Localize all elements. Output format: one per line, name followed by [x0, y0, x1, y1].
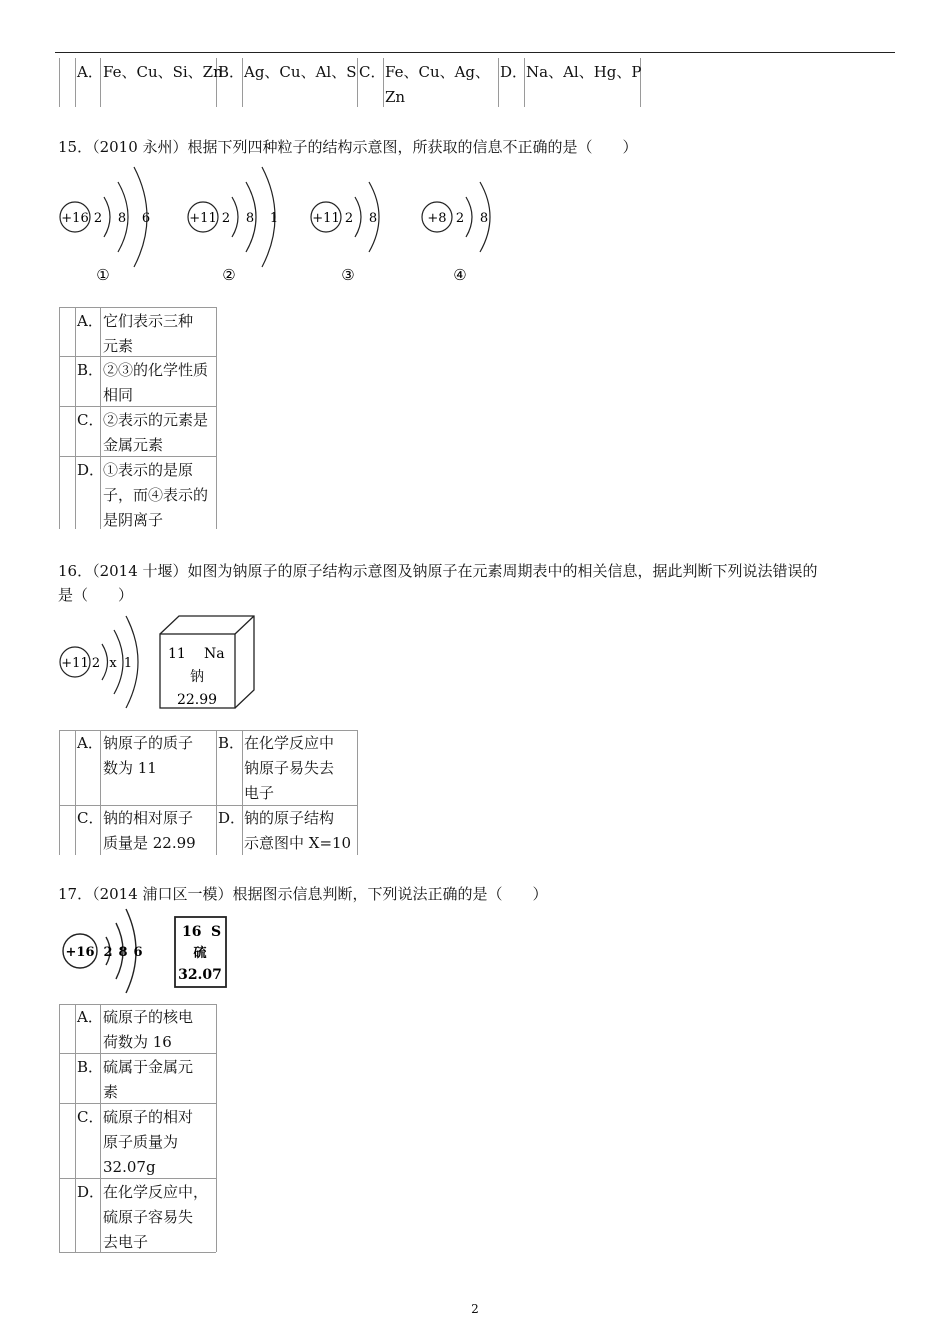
q14-option-c-text: Fe、Cu、Ag、 [385, 63, 491, 81]
q15-option-b-line2: 相同 [103, 386, 134, 404]
q15-option-d-letter[interactable]: D． [77, 461, 105, 479]
q17-option-c-line2: 原子质量为 [103, 1133, 179, 1151]
q16-atom-diagram [60, 616, 138, 708]
q14-option-c-text2: Zn [385, 88, 406, 106]
q14-option-d-text: Na、Al、Hg、P [526, 63, 642, 81]
q17-option-b-letter[interactable]: B． [77, 1058, 104, 1076]
q17-option-c-line1: 硫原子的相对 [103, 1108, 194, 1126]
q17-option-a-line2: 荷数为 16 [103, 1033, 172, 1051]
q15-structure-diagrams [50, 160, 510, 290]
q15-d4-shell-2: 8 [479, 211, 489, 226]
q16-option-d-letter[interactable]: D． [218, 809, 246, 827]
q16-stem-line1: 16．（2014 十堰）如图为钠原子的原子结构示意图及钠原子在元素周期表中的相关信息，据此判断下列说法错误的 [58, 562, 818, 580]
q17-option-a-letter[interactable]: A． [77, 1008, 103, 1026]
q17-atom-diagram [63, 909, 143, 993]
q16-shell-3: 1 [123, 656, 133, 671]
q17-figure [50, 905, 235, 995]
q15-option-d-line1: ①表示的是原 [103, 461, 194, 479]
q16-shell-1: 2 [91, 656, 101, 671]
q14-option-d-letter[interactable]: D． [500, 63, 528, 81]
q15-d3-shell-1: 2 [344, 211, 354, 226]
q16-option-c-line1: 钠的相对原子 [103, 809, 194, 827]
q17-option-d-letter[interactable]: D． [77, 1183, 105, 1201]
q16-figure [50, 610, 265, 715]
q17-option-d-line1: 在化学反应中， [103, 1183, 209, 1201]
q15-option-c-line1: ②表示的元素是 [103, 411, 209, 429]
page-number: 2 [471, 1302, 479, 1316]
q15-option-a-line2: 元素 [103, 337, 134, 355]
q15-option-d-line2: 子，而④表示的 [103, 486, 209, 504]
header-rule [55, 52, 895, 53]
q16-element-name: 钠 [190, 669, 204, 685]
q15-d2-shell-1: 2 [221, 211, 231, 226]
q17-atomic-mass: 32.07 [178, 967, 222, 983]
q15-d4-shell-1: 2 [455, 211, 465, 226]
q17-element-box [175, 917, 226, 987]
q15-option-a-line1: 它们表示三种 [103, 312, 194, 330]
q16-option-a-line1: 钠原子的质子 [103, 734, 194, 752]
q16-option-d-line1: 钠的原子结构 [244, 809, 335, 827]
q16-option-b-line2: 钠原子易失去 [244, 759, 335, 777]
q15-option-d-line3: 是阴离子 [103, 511, 164, 529]
q15-d1-label: ① [96, 266, 110, 284]
q16-option-c-letter[interactable]: C． [77, 809, 104, 827]
q17-nucleus: +16 [65, 945, 95, 960]
q17-shell-2: 8 [118, 945, 128, 960]
q14-option-a-letter[interactable]: A． [77, 63, 103, 81]
q14-option-a-text: Fe、Cu、Si、Zn [103, 63, 223, 81]
q17-option-a-line1: 硫原子的核电 [103, 1008, 194, 1026]
q17-option-b-line2: 素 [103, 1083, 119, 1101]
q15-option-c-line2: 金属元素 [103, 436, 164, 454]
q17-option-c-line3: 32.07g [103, 1158, 156, 1176]
q15-d2-shell-2: 8 [245, 211, 255, 226]
q15-d1-shell-3: 6 [141, 211, 151, 226]
q15-stem: 15．（2010 永州）根据下列四种粒子的结构示意图，所获取的信息不正确的是（ ） [58, 138, 638, 156]
q14-option-b-letter[interactable]: B． [218, 63, 245, 81]
q14-option-b-text: Ag、Cu、Al、S [244, 63, 357, 81]
q16-atomic-mass: 22.99 [176, 692, 218, 708]
q15-d1-shell-2: 8 [117, 211, 127, 226]
q15-option-b-line1: ②③的化学性质 [103, 361, 209, 379]
q17-atomic-number: 16 [182, 924, 202, 940]
q16-atomic-number: 11 [168, 646, 186, 662]
q17-element-name: 硫 [193, 946, 207, 961]
q15-option-b-letter[interactable]: B． [77, 361, 104, 379]
q16-nucleus: +11 [61, 656, 89, 671]
q14-option-c-letter[interactable]: C． [359, 63, 386, 81]
q17-stem: 17．（2014 浦口区一模）根据图示信息判断，下列说法正确的是（ ） [58, 885, 548, 903]
q16-option-c-line2: 质量是 22.99 [103, 834, 196, 852]
q16-shell-2: x [109, 656, 117, 671]
q17-option-b-line1: 硫属于金属元 [103, 1058, 194, 1076]
q16-element-cube [160, 616, 254, 708]
q15-diagram-2 [188, 167, 278, 284]
q16-stem-line2: 是（ ） [58, 586, 134, 604]
q15-d4-label: ④ [453, 266, 467, 284]
q17-option-c-letter[interactable]: C． [77, 1108, 104, 1126]
q16-option-b-line3: 电子 [244, 784, 275, 802]
q15-diagram-1 [60, 167, 150, 284]
q15-d4-nucleus: +8 [427, 211, 447, 226]
q16-option-b-line1: 在化学反应中 [244, 734, 335, 752]
q17-option-d-line2: 硫原子容易失 [103, 1208, 194, 1226]
q15-diagram-4 [422, 182, 490, 284]
q15-d1-nucleus: +16 [61, 211, 89, 226]
q15-option-c-letter[interactable]: C． [77, 411, 104, 429]
q16-symbol: Na [204, 646, 225, 662]
q17-shell-3: 6 [133, 945, 143, 960]
q15-d2-nucleus: +11 [189, 211, 217, 226]
q15-diagram-3 [311, 182, 379, 284]
q15-d3-label: ③ [341, 266, 355, 284]
q15-d3-nucleus: +11 [312, 211, 340, 226]
q16-option-d-line2: 示意图中 X=10 [244, 834, 352, 852]
q16-option-a-line2: 数为 11 [103, 759, 157, 777]
q16-option-a-letter[interactable]: A． [77, 734, 103, 752]
q15-d2-shell-3: 1 [269, 211, 279, 226]
q15-d1-shell-1: 2 [93, 211, 103, 226]
q16-option-b-letter[interactable]: B． [218, 734, 245, 752]
q17-shell-1: 2 [103, 945, 113, 960]
q15-d3-shell-2: 8 [368, 211, 378, 226]
q17-symbol: S [211, 924, 222, 940]
q15-d2-label: ② [222, 266, 236, 284]
q15-option-a-letter[interactable]: A． [77, 312, 103, 330]
q17-option-d-line3: 去电子 [103, 1233, 149, 1251]
